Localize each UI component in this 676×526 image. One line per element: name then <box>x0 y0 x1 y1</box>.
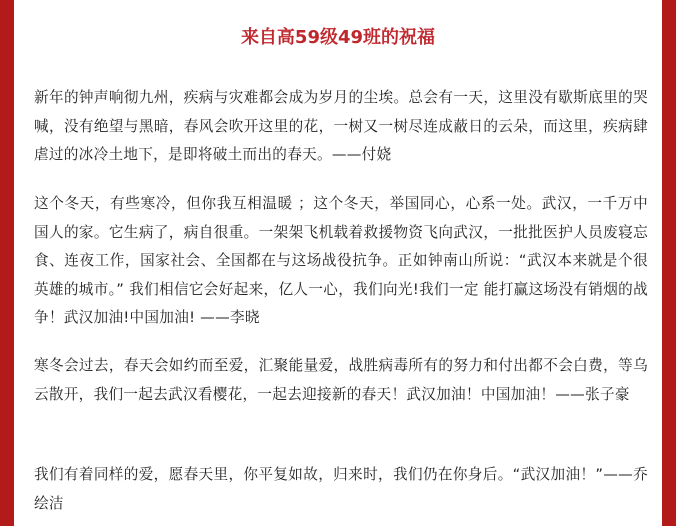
article-body <box>14 0 662 526</box>
right-red-border <box>662 0 676 526</box>
blessing-paragraph-4: 我们有着同样的爱，愿春天里，你平复如故，归来时，我们仍在你身后。“武汉加油！”——乔绘洁 <box>34 466 648 512</box>
blessing-paragraph-1: 新年的钟声响彻九州，疾病与灾难都会成为岁月的尘埃。总会有一天，这里没有歇斯底里的哭喊，没有绝望与黑暗，春风会吹开这里的花，一树又一树尽连成蔽日的云朵，而这里，疾病肆虐过的冰冷土地下，是即将破土而出的春天。——付娆 <box>34 89 648 163</box>
blessing-paragraph-3: 寒冬会过去，春天会如约而至爱，汇聚能量爱，战胜病毒所有的努力和付出都不会白费，等乌云散开，我们一起去武汉看樱花，一起去迎接新的春天！武汉加油！中国加油！——张子豪 <box>34 357 648 403</box>
article-title: 来自高59级49班的祝福 <box>240 27 436 48</box>
left-red-border <box>0 0 14 526</box>
blessing-paragraph-2: 这个冬天，有些寒冷，但你我互相温暖 ；这个冬天，举国同心，心系一处。武汉，一千万中国人的家。它生病了，病自很重。一架架飞机载着救援物资飞向武汉，一批批医护人员废寝忘食、连夜工作，国家社会、全国都在与这场战役抗争。正如钟南山所说：“武汉本来就是个很英雄的城市。” 我们相信它会好起来，亿人一心，我们向光!我们一定 能打赢这场没有销烟的战争！武汉加油!中国加油! ——李晓 <box>34 195 648 326</box>
